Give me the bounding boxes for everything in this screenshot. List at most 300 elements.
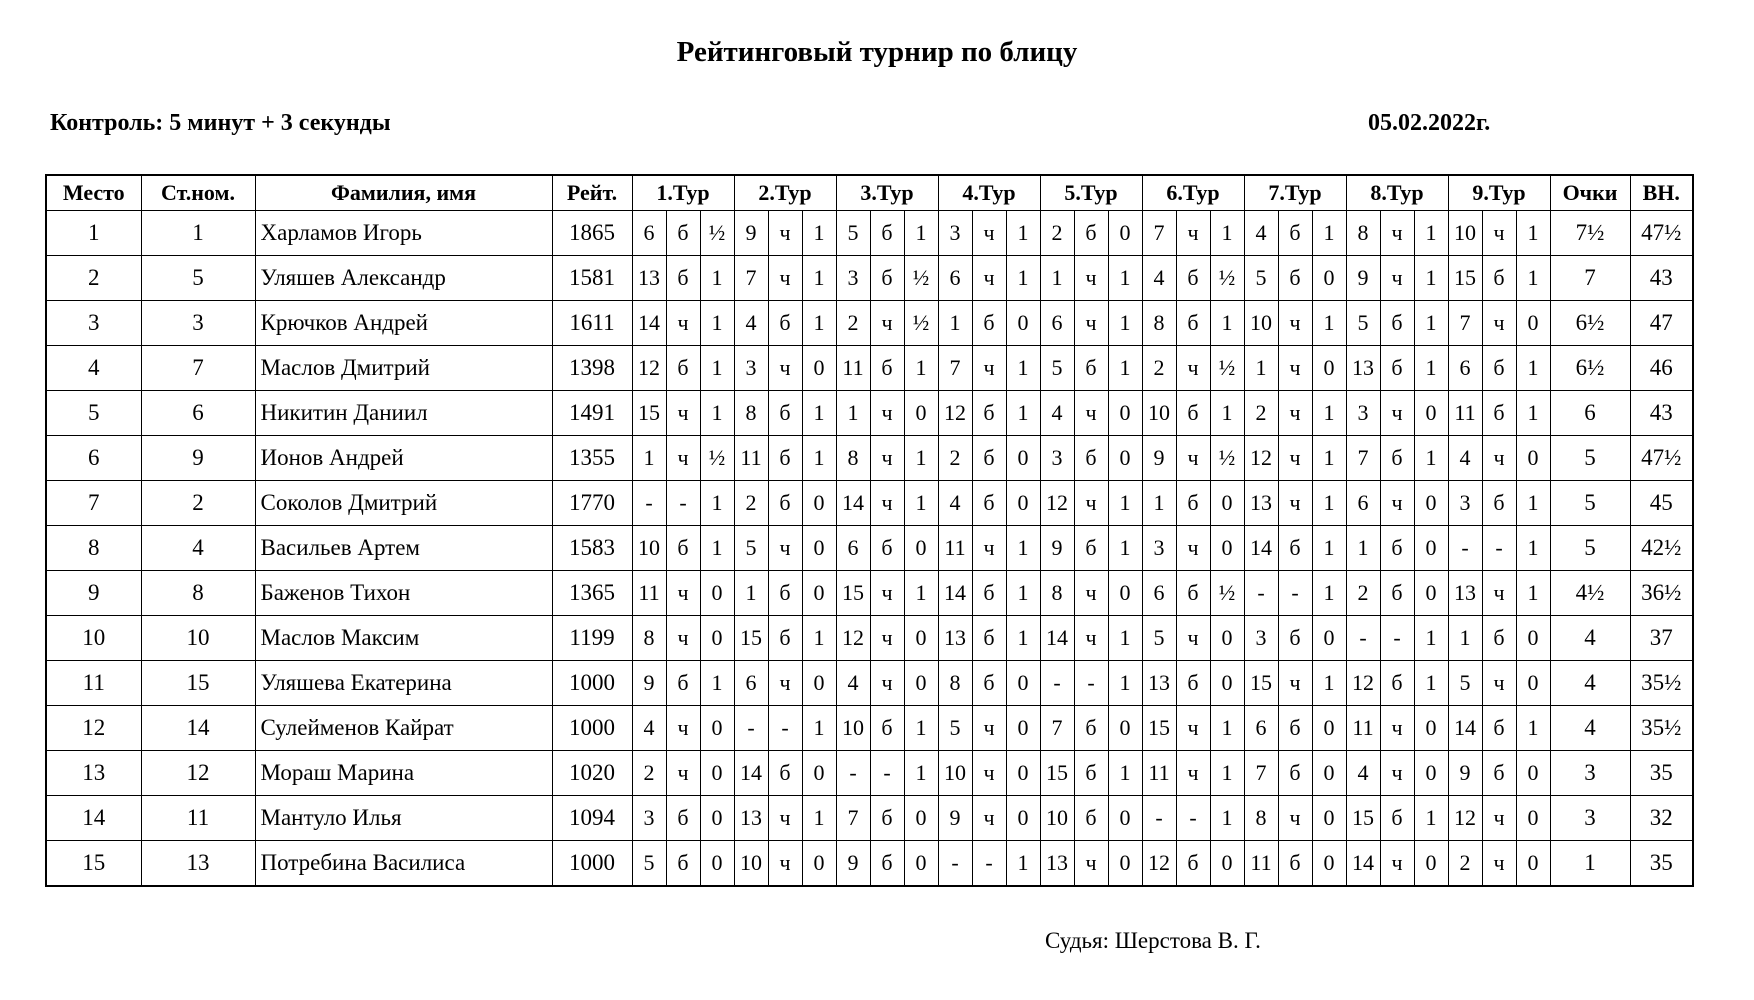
tiebreak-cell: 35 [1630, 751, 1693, 796]
round-3-color-cell: б [870, 211, 904, 256]
round-1-opponent-cell: 3 [632, 796, 666, 841]
round-6-opponent-cell: 11 [1142, 751, 1176, 796]
tiebreak-cell: 37 [1630, 616, 1693, 661]
round-8-opponent-cell: 9 [1346, 256, 1380, 301]
round-6-opponent-cell: 7 [1142, 211, 1176, 256]
round-2-opponent-cell: 8 [734, 391, 768, 436]
round-1-score-cell: 0 [700, 616, 734, 661]
round-4-color-cell: б [972, 481, 1006, 526]
round-5-opponent-cell: 13 [1040, 841, 1074, 887]
round-4-color-cell: б [972, 391, 1006, 436]
round-3-score-cell: ½ [904, 301, 938, 346]
tiebreak-cell: 35 [1630, 841, 1693, 887]
round-7-color-cell: б [1278, 616, 1312, 661]
round-4-header: 4.Тур [938, 175, 1040, 211]
round-3-score-cell: 0 [904, 616, 938, 661]
round-4-score-cell: 0 [1006, 481, 1040, 526]
round-5-score-cell: 1 [1108, 346, 1142, 391]
round-7-opponent-cell: - [1244, 571, 1278, 616]
round-2-opponent-cell: 9 [734, 211, 768, 256]
round-9-opponent-cell: 7 [1448, 301, 1482, 346]
round-2-score-cell: 0 [802, 481, 836, 526]
round-2-opponent-cell: 10 [734, 841, 768, 887]
round-2-score-cell: 1 [802, 706, 836, 751]
place-cell: 9 [46, 571, 141, 616]
table-row [46, 301, 1693, 346]
start-number-cell: 14 [141, 706, 255, 751]
round-6-color-cell: ч [1176, 751, 1210, 796]
round-5-score-cell: 0 [1108, 436, 1142, 481]
round-7-score-cell: 1 [1312, 211, 1346, 256]
round-7-opponent-cell: 2 [1244, 391, 1278, 436]
round-3-score-cell: 1 [904, 346, 938, 391]
place-cell: 5 [46, 391, 141, 436]
round-5-score-cell: 1 [1108, 301, 1142, 346]
table-row [46, 796, 1693, 841]
round-1-opponent-cell: 14 [632, 301, 666, 346]
round-2-opponent-cell: 5 [734, 526, 768, 571]
round-7-opponent-cell: 1 [1244, 346, 1278, 391]
player-name-cell: Ионов Андрей [255, 436, 552, 481]
place-cell: 11 [46, 661, 141, 706]
round-8-score-cell: 1 [1414, 796, 1448, 841]
round-7-opponent-cell: 3 [1244, 616, 1278, 661]
round-4-score-cell: 1 [1006, 841, 1040, 887]
round-8-opponent-cell: 7 [1346, 436, 1380, 481]
results-table [45, 174, 1694, 887]
round-1-color-cell: б [666, 526, 700, 571]
round-7-color-cell: ч [1278, 391, 1312, 436]
table-row [46, 211, 1693, 256]
table-row [46, 481, 1693, 526]
round-8-color-cell: ч [1380, 841, 1414, 887]
round-5-score-cell: 1 [1108, 751, 1142, 796]
rating-cell: 1611 [552, 301, 632, 346]
round-6-color-cell: ч [1176, 346, 1210, 391]
round-3-color-cell: ч [870, 571, 904, 616]
round-2-opponent-cell: 2 [734, 481, 768, 526]
table-row [46, 751, 1693, 796]
round-7-opponent-cell: 13 [1244, 481, 1278, 526]
round-3-opponent-cell: 5 [836, 211, 870, 256]
points-cell: 3 [1550, 796, 1630, 841]
round-1-opponent-cell: 6 [632, 211, 666, 256]
round-9-opponent-cell: 15 [1448, 256, 1482, 301]
points-cell: 5 [1550, 436, 1630, 481]
round-9-color-cell: б [1482, 706, 1516, 751]
round-8-score-cell: 0 [1414, 751, 1448, 796]
place-cell: 4 [46, 346, 141, 391]
tiebreak-header: ВН. [1630, 175, 1693, 211]
round-9-color-cell: ч [1482, 796, 1516, 841]
round-8-score-cell: 0 [1414, 481, 1448, 526]
round-5-color-cell: ч [1074, 841, 1108, 887]
points-cell: 6 [1550, 391, 1630, 436]
table-row [46, 436, 1693, 481]
place-header: Место [46, 175, 141, 211]
start-number-cell: 8 [141, 571, 255, 616]
round-1-score-cell: 1 [700, 391, 734, 436]
rating-cell: 1581 [552, 256, 632, 301]
place-cell: 6 [46, 436, 141, 481]
round-2-opponent-cell: 14 [734, 751, 768, 796]
round-8-opponent-cell: 13 [1346, 346, 1380, 391]
round-5-color-cell: б [1074, 751, 1108, 796]
round-2-color-cell: ч [768, 796, 802, 841]
round-3-color-cell: ч [870, 616, 904, 661]
round-7-color-cell: б [1278, 706, 1312, 751]
round-3-color-cell: ч [870, 391, 904, 436]
round-9-color-cell: ч [1482, 571, 1516, 616]
round-4-color-cell: ч [972, 706, 1006, 751]
round-6-color-cell: б [1176, 481, 1210, 526]
round-4-score-cell: 0 [1006, 751, 1040, 796]
round-5-score-cell: 1 [1108, 481, 1142, 526]
points-cell: 5 [1550, 481, 1630, 526]
round-1-color-cell: ч [666, 391, 700, 436]
round-3-header: 3.Тур [836, 175, 938, 211]
round-6-score-cell: ½ [1210, 436, 1244, 481]
tiebreak-cell: 42½ [1630, 526, 1693, 571]
start-number-header: Ст.ном. [141, 175, 255, 211]
rating-cell: 1583 [552, 526, 632, 571]
start-number-cell: 15 [141, 661, 255, 706]
round-6-score-cell: 0 [1210, 481, 1244, 526]
round-1-color-cell: ч [666, 706, 700, 751]
start-number-cell: 1 [141, 211, 255, 256]
round-1-color-cell: б [666, 661, 700, 706]
round-7-color-cell: ч [1278, 796, 1312, 841]
round-9-score-cell: 1 [1516, 391, 1550, 436]
points-cell: 7 [1550, 256, 1630, 301]
player-name-cell: Сулейменов Кайрат [255, 706, 552, 751]
tiebreak-cell: 43 [1630, 391, 1693, 436]
round-8-color-cell: - [1380, 616, 1414, 661]
round-7-color-cell: б [1278, 751, 1312, 796]
place-cell: 8 [46, 526, 141, 571]
round-4-opponent-cell: 11 [938, 526, 972, 571]
round-5-color-cell: ч [1074, 256, 1108, 301]
round-4-color-cell: ч [972, 796, 1006, 841]
round-8-color-cell: ч [1380, 706, 1414, 751]
round-9-opponent-cell: 12 [1448, 796, 1482, 841]
results-body [46, 211, 1693, 887]
round-8-score-cell: 1 [1414, 256, 1448, 301]
round-6-score-cell: ½ [1210, 571, 1244, 616]
round-1-color-cell: б [666, 841, 700, 887]
round-5-opponent-cell: 2 [1040, 211, 1074, 256]
round-8-score-cell: 1 [1414, 616, 1448, 661]
round-8-color-cell: ч [1380, 481, 1414, 526]
round-2-score-cell: 0 [802, 346, 836, 391]
round-6-opponent-cell: 1 [1142, 481, 1176, 526]
round-8-opponent-cell: 5 [1346, 301, 1380, 346]
round-6-color-cell: б [1176, 661, 1210, 706]
points-header: Очки [1550, 175, 1630, 211]
round-9-score-cell: 0 [1516, 301, 1550, 346]
tiebreak-cell: 45 [1630, 481, 1693, 526]
round-9-opponent-cell: 6 [1448, 346, 1482, 391]
round-6-color-cell: б [1176, 391, 1210, 436]
round-7-color-cell: б [1278, 211, 1312, 256]
round-7-score-cell: 0 [1312, 706, 1346, 751]
round-5-opponent-cell: 9 [1040, 526, 1074, 571]
round-1-color-cell: б [666, 211, 700, 256]
round-6-score-cell: 0 [1210, 526, 1244, 571]
round-8-color-cell: б [1380, 796, 1414, 841]
round-7-score-cell: 0 [1312, 256, 1346, 301]
round-2-score-cell: 1 [802, 391, 836, 436]
round-3-score-cell: 0 [904, 841, 938, 887]
round-1-score-cell: 1 [700, 481, 734, 526]
round-1-opponent-cell: 9 [632, 661, 666, 706]
round-7-color-cell: ч [1278, 301, 1312, 346]
table-row [46, 616, 1693, 661]
round-5-score-cell: 1 [1108, 526, 1142, 571]
round-2-opponent-cell: 6 [734, 661, 768, 706]
round-8-color-cell: б [1380, 661, 1414, 706]
round-1-score-cell: 1 [700, 346, 734, 391]
round-9-color-cell: б [1482, 256, 1516, 301]
round-5-color-cell: ч [1074, 391, 1108, 436]
judge-signature: Судья: Шерстова В. Г. [1045, 928, 1261, 953]
round-5-color-cell: б [1074, 706, 1108, 751]
round-1-score-cell: 0 [700, 751, 734, 796]
round-8-opponent-cell: 15 [1346, 796, 1380, 841]
round-9-score-cell: 1 [1516, 256, 1550, 301]
round-1-score-cell: 1 [700, 301, 734, 346]
round-4-score-cell: 1 [1006, 391, 1040, 436]
round-4-color-cell: ч [972, 526, 1006, 571]
round-4-opponent-cell: 14 [938, 571, 972, 616]
round-8-color-cell: ч [1380, 751, 1414, 796]
round-4-opponent-cell: 1 [938, 301, 972, 346]
round-9-opponent-cell: 11 [1448, 391, 1482, 436]
player-name-cell: Маслов Максим [255, 616, 552, 661]
start-number-cell: 4 [141, 526, 255, 571]
round-5-color-cell: ч [1074, 616, 1108, 661]
round-6-color-cell: ч [1176, 616, 1210, 661]
round-4-score-cell: 0 [1006, 706, 1040, 751]
page-title: Рейтинговый турнир по блицу [676, 36, 1078, 68]
round-3-color-cell: ч [870, 661, 904, 706]
start-number-cell: 9 [141, 436, 255, 481]
round-9-score-cell: 1 [1516, 526, 1550, 571]
round-6-opponent-cell: 4 [1142, 256, 1176, 301]
round-2-color-cell: ч [768, 256, 802, 301]
round-3-color-cell: б [870, 706, 904, 751]
tiebreak-cell: 36½ [1630, 571, 1693, 616]
round-3-opponent-cell: 8 [836, 436, 870, 481]
round-8-opponent-cell: 14 [1346, 841, 1380, 887]
round-7-score-cell: 1 [1312, 481, 1346, 526]
round-7-score-cell: 1 [1312, 571, 1346, 616]
round-2-opponent-cell: 11 [734, 436, 768, 481]
round-2-color-cell: ч [768, 841, 802, 887]
place-cell: 1 [46, 211, 141, 256]
round-3-opponent-cell: 14 [836, 481, 870, 526]
round-8-color-cell: б [1380, 301, 1414, 346]
round-9-opponent-cell: 2 [1448, 841, 1482, 887]
round-8-score-cell: 0 [1414, 706, 1448, 751]
round-9-color-cell: б [1482, 391, 1516, 436]
round-7-score-cell: 1 [1312, 526, 1346, 571]
round-8-opponent-cell: - [1346, 616, 1380, 661]
round-2-color-cell: б [768, 481, 802, 526]
round-1-opponent-cell: 4 [632, 706, 666, 751]
round-3-opponent-cell: 9 [836, 841, 870, 887]
round-1-score-cell: 1 [700, 661, 734, 706]
round-5-opponent-cell: 15 [1040, 751, 1074, 796]
round-6-opponent-cell: 12 [1142, 841, 1176, 887]
name-header: Фамилия, имя [255, 175, 552, 211]
round-6-opponent-cell: 13 [1142, 661, 1176, 706]
round-9-opponent-cell: 4 [1448, 436, 1482, 481]
round-8-header: 8.Тур [1346, 175, 1448, 211]
round-3-color-cell: б [870, 526, 904, 571]
start-number-cell: 5 [141, 256, 255, 301]
round-3-opponent-cell: 6 [836, 526, 870, 571]
start-number-cell: 10 [141, 616, 255, 661]
round-1-opponent-cell: - [632, 481, 666, 526]
round-1-score-cell: 1 [700, 526, 734, 571]
round-1-score-cell: 0 [700, 841, 734, 887]
round-7-score-cell: 0 [1312, 796, 1346, 841]
tiebreak-cell: 47 [1630, 301, 1693, 346]
place-cell: 13 [46, 751, 141, 796]
round-8-opponent-cell: 6 [1346, 481, 1380, 526]
tiebreak-cell: 43 [1630, 256, 1693, 301]
rating-cell: 1355 [552, 436, 632, 481]
round-2-score-cell: 1 [802, 436, 836, 481]
table-row [46, 256, 1693, 301]
round-6-score-cell: 0 [1210, 841, 1244, 887]
round-2-color-cell: ч [768, 526, 802, 571]
tiebreak-cell: 47½ [1630, 211, 1693, 256]
round-9-color-cell: ч [1482, 436, 1516, 481]
round-6-color-cell: б [1176, 571, 1210, 616]
round-8-opponent-cell: 11 [1346, 706, 1380, 751]
start-number-cell: 3 [141, 301, 255, 346]
round-4-color-cell: б [972, 616, 1006, 661]
round-4-color-cell: ч [972, 211, 1006, 256]
round-1-opponent-cell: 11 [632, 571, 666, 616]
round-4-color-cell: ч [972, 346, 1006, 391]
round-9-score-cell: 1 [1516, 706, 1550, 751]
round-5-color-cell: ч [1074, 571, 1108, 616]
round-7-opponent-cell: 6 [1244, 706, 1278, 751]
place-cell: 12 [46, 706, 141, 751]
round-9-score-cell: 0 [1516, 616, 1550, 661]
round-5-opponent-cell: - [1040, 661, 1074, 706]
table-row [46, 346, 1693, 391]
round-4-score-cell: 1 [1006, 526, 1040, 571]
place-cell: 2 [46, 256, 141, 301]
round-6-opponent-cell: - [1142, 796, 1176, 841]
round-5-score-cell: 0 [1108, 841, 1142, 887]
round-2-score-cell: 0 [802, 841, 836, 887]
round-9-score-cell: 0 [1516, 436, 1550, 481]
player-name-cell: Никитин Даниил [255, 391, 552, 436]
round-7-color-cell: б [1278, 841, 1312, 887]
round-4-opponent-cell: 4 [938, 481, 972, 526]
round-1-color-cell: - [666, 481, 700, 526]
rating-cell: 1365 [552, 571, 632, 616]
tiebreak-cell: 35½ [1630, 706, 1693, 751]
round-2-opponent-cell: 15 [734, 616, 768, 661]
round-9-color-cell: б [1482, 751, 1516, 796]
round-1-color-cell: ч [666, 751, 700, 796]
round-4-opponent-cell: 10 [938, 751, 972, 796]
round-5-color-cell: б [1074, 526, 1108, 571]
round-2-color-cell: б [768, 571, 802, 616]
round-2-score-cell: 1 [802, 616, 836, 661]
round-6-opponent-cell: 6 [1142, 571, 1176, 616]
round-3-opponent-cell: 7 [836, 796, 870, 841]
round-8-score-cell: 1 [1414, 346, 1448, 391]
round-1-color-cell: ч [666, 616, 700, 661]
round-3-score-cell: 1 [904, 706, 938, 751]
round-1-opponent-cell: 15 [632, 391, 666, 436]
round-5-score-cell: 0 [1108, 391, 1142, 436]
table-row [46, 571, 1693, 616]
round-6-header: 6.Тур [1142, 175, 1244, 211]
round-9-color-cell: - [1482, 526, 1516, 571]
round-6-color-cell: ч [1176, 436, 1210, 481]
round-4-opponent-cell: 5 [938, 706, 972, 751]
round-6-opponent-cell: 5 [1142, 616, 1176, 661]
round-6-score-cell: 1 [1210, 391, 1244, 436]
round-1-opponent-cell: 10 [632, 526, 666, 571]
round-2-score-cell: 0 [802, 526, 836, 571]
round-6-color-cell: ч [1176, 211, 1210, 256]
rating-cell: 1000 [552, 661, 632, 706]
round-5-opponent-cell: 1 [1040, 256, 1074, 301]
place-cell: 7 [46, 481, 141, 526]
player-name-cell: Мораш Марина [255, 751, 552, 796]
player-name-cell: Потребина Василиса [255, 841, 552, 887]
round-2-color-cell: б [768, 301, 802, 346]
round-7-opponent-cell: 10 [1244, 301, 1278, 346]
round-4-color-cell: б [972, 301, 1006, 346]
round-4-score-cell: 0 [1006, 796, 1040, 841]
tiebreak-cell: 46 [1630, 346, 1693, 391]
start-number-cell: 13 [141, 841, 255, 887]
round-4-opponent-cell: 3 [938, 211, 972, 256]
round-4-opponent-cell: - [938, 841, 972, 887]
rating-cell: 1491 [552, 391, 632, 436]
round-8-score-cell: 0 [1414, 841, 1448, 887]
round-5-score-cell: 0 [1108, 211, 1142, 256]
round-4-score-cell: 1 [1006, 571, 1040, 616]
round-8-color-cell: б [1380, 571, 1414, 616]
round-5-color-cell: ч [1074, 481, 1108, 526]
rating-cell: 1000 [552, 706, 632, 751]
tiebreak-cell: 32 [1630, 796, 1693, 841]
round-3-opponent-cell: 11 [836, 346, 870, 391]
round-5-score-cell: 1 [1108, 256, 1142, 301]
round-9-color-cell: ч [1482, 841, 1516, 887]
round-5-score-cell: 1 [1108, 616, 1142, 661]
round-9-score-cell: 1 [1516, 346, 1550, 391]
round-6-score-cell: 0 [1210, 661, 1244, 706]
round-1-color-cell: б [666, 256, 700, 301]
round-4-opponent-cell: 12 [938, 391, 972, 436]
round-8-opponent-cell: 8 [1346, 211, 1380, 256]
round-6-score-cell: ½ [1210, 346, 1244, 391]
place-cell: 3 [46, 301, 141, 346]
round-7-color-cell: ч [1278, 481, 1312, 526]
